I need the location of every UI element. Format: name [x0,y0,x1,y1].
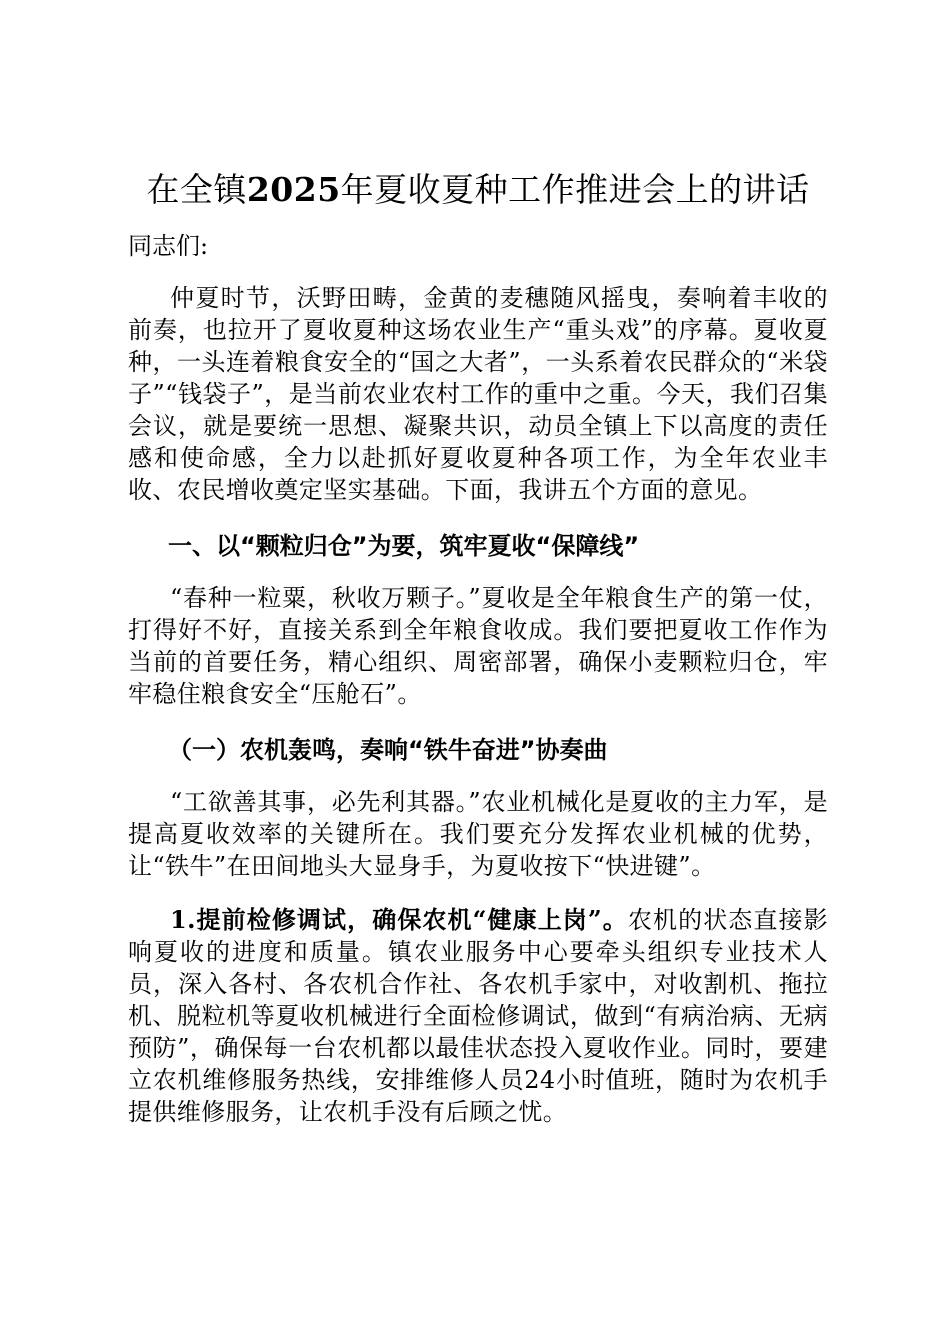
title-prefix: 在全镇 [146,170,247,209]
salutation: 同志们: [128,232,209,260]
intro-paragraph: 仲夏时节，沃野田畴，金黄的麦穗随风摇曳，奏响着丰收的前奏，也拉开了夏收夏种这场农业生产“重头戏”的序幕。夏收夏种，一头连着粮食安全的“国之大者”，一头系着农民群众的“米袋子”“钱袋子”，是当前农业农村工作的重中之重。今天，我们召集会议，就是要统一思想、凝聚共识，动员全镇上下以高度的责任感和使命感，全力以赴抓好夏收夏种各项工作，为全年农业丰收、农民增收奠定坚实基础。下面，我讲五个方面的意见。 [128,284,828,504]
title-suffix: 年夏收夏种工作推进会上的讲话 [340,170,810,209]
item-1-lead: 1.提前检修调试，确保农机“健康上岗”。 [170,905,628,934]
document-title [128,166,828,214]
section-heading-1: 一、以“颗粒归仓”为要，筑牢夏收“保障线” [168,532,640,560]
document-page [128,166,828,1150]
subsection-1-paragraph: “工欲善其事，必先利其器。”农业机械化是夏收的主力军，是提高夏收效率的关键所在。我们要充分发挥农业机械的优势，让“铁牛”在田间地头大显身手，为夏收按下“快进键”。 [128,788,828,880]
item-1-paragraph [128,904,828,1128]
item-1-text: 农机的状态直接影响夏收的进度和质量。镇农业服务中心要牵头组织专业技术人员，深入各村、各农机合作社、各农机手家中，对收割机、拖拉机、脱粒机等夏收机械进行全面检修调试，做到“有病治病、无病预防”，确保每一台农机都以最佳状态投入夏收作业。同时，要建立农机维修服务热线，安排维修人员24小时值班，随时为农机手提供维修服务，让农机手没有后顾之忧。 [128,906,829,1126]
section-1-paragraph: “春种一粒粟，秋收万颗子。”夏收是全年粮食生产的第一仗，打得好不好，直接关系到全年粮食收成。我们要把夏收工作作为当前的首要任务，精心组织、周密部署，确保小麦颗粒归仓，牢牢稳住粮食安全“压舱石”。 [128,584,828,708]
subsection-heading-1: （一）农机轰鸣，奏响“铁牛奋进”协奏曲 [168,736,608,764]
title-year: 2025 [246,170,341,209]
